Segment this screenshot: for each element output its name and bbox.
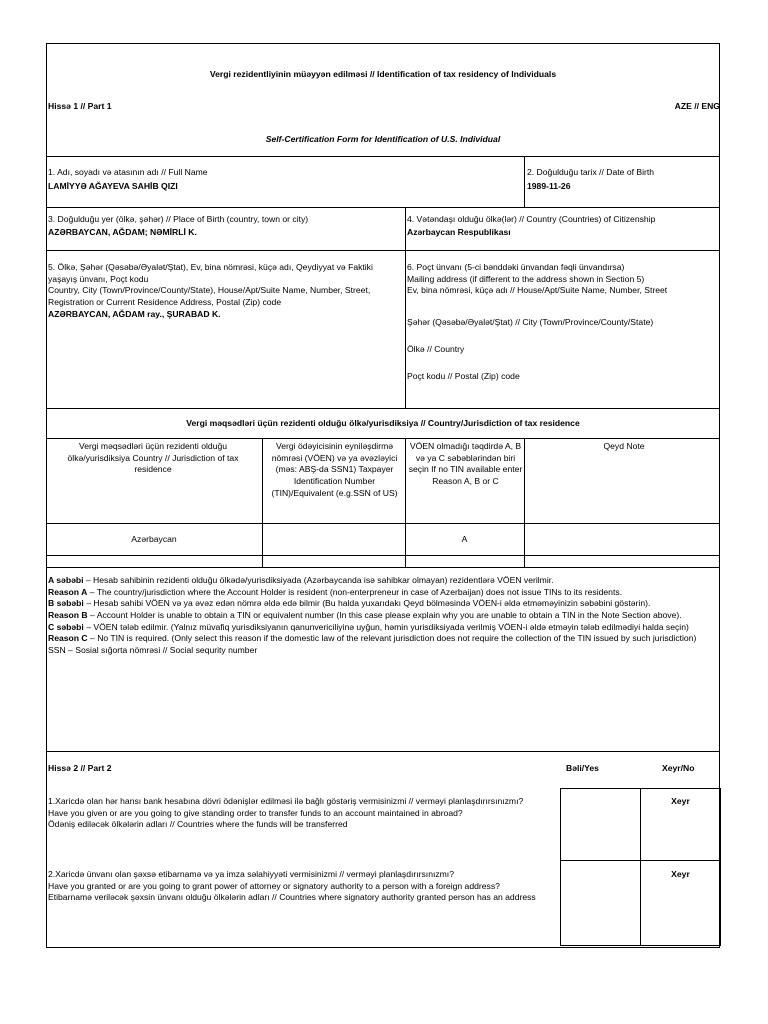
question-2-az: 2.Xaricdə ünvanı olan şəxsə etibarnamə və ya imza səlahiyyəti vermisinizmi // verməyi planlaşdırırsınızmı? xyxy=(48,869,454,879)
q1-yes-box[interactable] xyxy=(560,788,641,861)
question-1 xyxy=(48,796,554,831)
place-of-birth-value: AZƏRBAYCAN, AĞDAM; NƏMİRLİ K. xyxy=(48,227,197,237)
q1-answer: Xeyr xyxy=(671,796,690,806)
address-value: AZƏRBAYCAN, AĞDAM ray., ŞURABAD K. xyxy=(48,308,221,319)
mailing-label-az: 6. Poçt ünvanı (5-ci bənddəki ünvandan fəqli ünvandırsa) xyxy=(407,262,625,272)
reason-a-en-label: Reason A xyxy=(48,586,88,597)
mailing-city: Şəhər (Qəsəbə/Əyalət/Ştat) // City (Town/Province/County/State) xyxy=(407,317,654,327)
header-tin: Vergi ödəyicisinin eyniləşdirmə nömrəsi (VÖEN) və ya əvəzləyici (məs: ABŞ-da SSN1) Taxpayer Identification Number (TIN)/Equivalent (e.g.SSN of US) xyxy=(271,441,398,498)
tax-section-title: Vergi məqsədləri üçün rezidenti olduğu ölkə/yurisdiksiya // Country/Jurisdiction of tax residence xyxy=(186,418,580,428)
reason-c-en-label: Reason C xyxy=(48,633,88,644)
place-of-birth-label: 3. Doğulduğu yer (ölkə, şəhər) // Place of Birth (country, town or city) xyxy=(48,214,309,224)
full-name-value: LAMİYYƏ AĞAYEVA SAHİB QIZI xyxy=(48,181,178,191)
question-2-countries: Etibarnamə veriləcək şəxsin ünvanı olduğu ölkələrin adları // Countries where signatory authority granted person has an address xyxy=(48,892,536,903)
question-2 xyxy=(48,869,554,904)
reasons-block xyxy=(48,575,718,657)
divider xyxy=(405,207,406,408)
reason-b-az-label: B səbəbi xyxy=(48,598,84,609)
reason-b-en-label: Reason B xyxy=(48,610,88,621)
no-column-header: Xeyr/No xyxy=(662,763,695,773)
header-country: Vergi məqsədləri üçün rezidenti olduğu ölkə/yurisdiksiya Country // Jurisdiction of tax residence xyxy=(67,441,239,475)
reason-b-en: – Account Holder is unable to obtain a TIN or equivalent number (In this case please explain why you are unable to obtain a TIN in the Note Section above). xyxy=(87,610,682,621)
address-label-az: 5. Ölkə, Şəhər (Qəsəbə/Əyalət/Ştat), Ev, bina nömrəsi, küçə adı, Qeydiyyat və Faktiki yaşayış ünvanı, Poçt kodu xyxy=(48,262,373,284)
dob-label: 2. Doğulduğu tarix // Date of Birth xyxy=(527,167,655,177)
form-title: Vergi rezidentliyinin müəyyən edilməsi // Identification of tax residency of Individuals xyxy=(209,69,557,79)
divider xyxy=(46,408,720,409)
divider xyxy=(46,156,720,157)
question-1-countries: Ödəniş ediləcək ölkələrin adları // Countries where the funds will be transferred xyxy=(48,819,348,830)
divider xyxy=(46,751,720,752)
question-1-en: Have you given or are you going to give standing order to transfer funds to an account maintained in abroad? xyxy=(48,807,463,818)
divider xyxy=(46,555,720,556)
divider xyxy=(262,438,263,567)
dob-value: 1989-11-26 xyxy=(527,181,571,191)
row-reason: A xyxy=(461,534,468,544)
question-2-en: Have you granted or are you going to grant power of attorney or signatory authority to a person with a foreign address? xyxy=(48,880,500,891)
divider xyxy=(46,567,720,568)
mailing-street: Ev, bina nömrəsi, küçə adı // House/Apt/Suite Name, Number, Street xyxy=(407,285,668,296)
address-block xyxy=(48,262,400,320)
ssn-note: SSN – Sosial sığorta nömrəsi // Social sequrity number xyxy=(48,645,258,656)
mailing-country: Ölkə // Country xyxy=(407,344,465,354)
header-note: Qeyd Note xyxy=(603,441,645,451)
reason-c-en: – No TIN is required. (Only select this reason if the domestic law of the relevant jurisdiction does not require the collection of the TIN issued by such jurisdiction) xyxy=(87,633,697,644)
divider xyxy=(405,438,406,567)
mailing-postal: Poçt kodu // Postal (Zip) code xyxy=(407,371,520,381)
mailing-address-block xyxy=(407,262,719,297)
citizenship-value: Azərbaycan Respublikası xyxy=(407,227,511,237)
question-1-az: 1.Xaricdə olan hər hansı bank hesabına dövri ödənişlər edilməsi ilə bağlı göstəriş vermisinizmi // verməyi planlaşdırırsınızmı? xyxy=(48,796,524,806)
mailing-label-en: Mailing address (if different to the address shown in Section 5) xyxy=(407,273,645,284)
divider xyxy=(46,207,720,208)
yes-column-header: Bəli/Yes xyxy=(566,763,599,773)
q2-answer: Xeyr xyxy=(671,869,690,879)
address-label-en: Country, City (Town/Province/County/State), House/Apt/Suite Name, Number, Street, Registration or Current Residence Address, Postal (Zip) code xyxy=(48,285,371,308)
reason-a-en: – The country/jurisdiction where the Account Holder is resident (non-enterpreneur in case of Azerbaijan) does not issue TINs to its residents. xyxy=(87,586,623,597)
reason-b-az: – Hesab sahibi VÖEN və ya əvəz edən nömrə əldə edə bilmir (Bu halda yuxarıdakı Qeyd bölməsində VÖEN-i əldə etməməyinizin səbəbini göstərin). xyxy=(83,598,651,609)
divider xyxy=(524,156,525,207)
form-subtitle: Self-Certification Form for Identification of U.S. Individual xyxy=(265,134,501,144)
language-code: AZE // ENG xyxy=(674,101,720,111)
row-country: Azərbaycan xyxy=(131,534,177,544)
divider xyxy=(46,250,720,251)
reason-c-az-label: C səbəbi xyxy=(48,621,84,632)
reason-a-az: – Hesab sahibinin rezidenti olduğu ölkədə/yurisdiksiyada (Azərbaycanda isə sahibkar olmayan) rezidentlərə VÖEN verilmir. xyxy=(83,575,554,585)
citizenship-label: 4. Vətəndaşı olduğu ölkə(lər) // Country (Countries) of Citizenship xyxy=(407,214,656,224)
divider xyxy=(524,438,525,567)
part1-label: Hissə 1 // Part 1 xyxy=(48,101,112,111)
full-name-label: 1. Adı, soyadı və atasının adı // Full Name xyxy=(48,167,208,177)
q2-yes-box[interactable] xyxy=(560,860,641,946)
divider xyxy=(46,523,720,524)
header-reason: VÖEN olmadığı təqdirdə A, B və ya C səbəblərindən biri seçin If no TIN available enter Reason A, B or C xyxy=(408,441,523,487)
divider xyxy=(46,438,720,439)
reason-a-az-label: A səbəbi xyxy=(48,575,84,585)
reason-c-az: – VÖEN tələb edilmir. (Yalnız müvafiq yurisdiksiyanın qanunvericiliyinə uyğun, həmin yurisdiksiyada verilmiş VÖEN-i əldə etməyin tələb edilmədiyi halda seçin) xyxy=(83,621,689,632)
part2-label: Hissə 2 // Part 2 xyxy=(48,763,112,773)
